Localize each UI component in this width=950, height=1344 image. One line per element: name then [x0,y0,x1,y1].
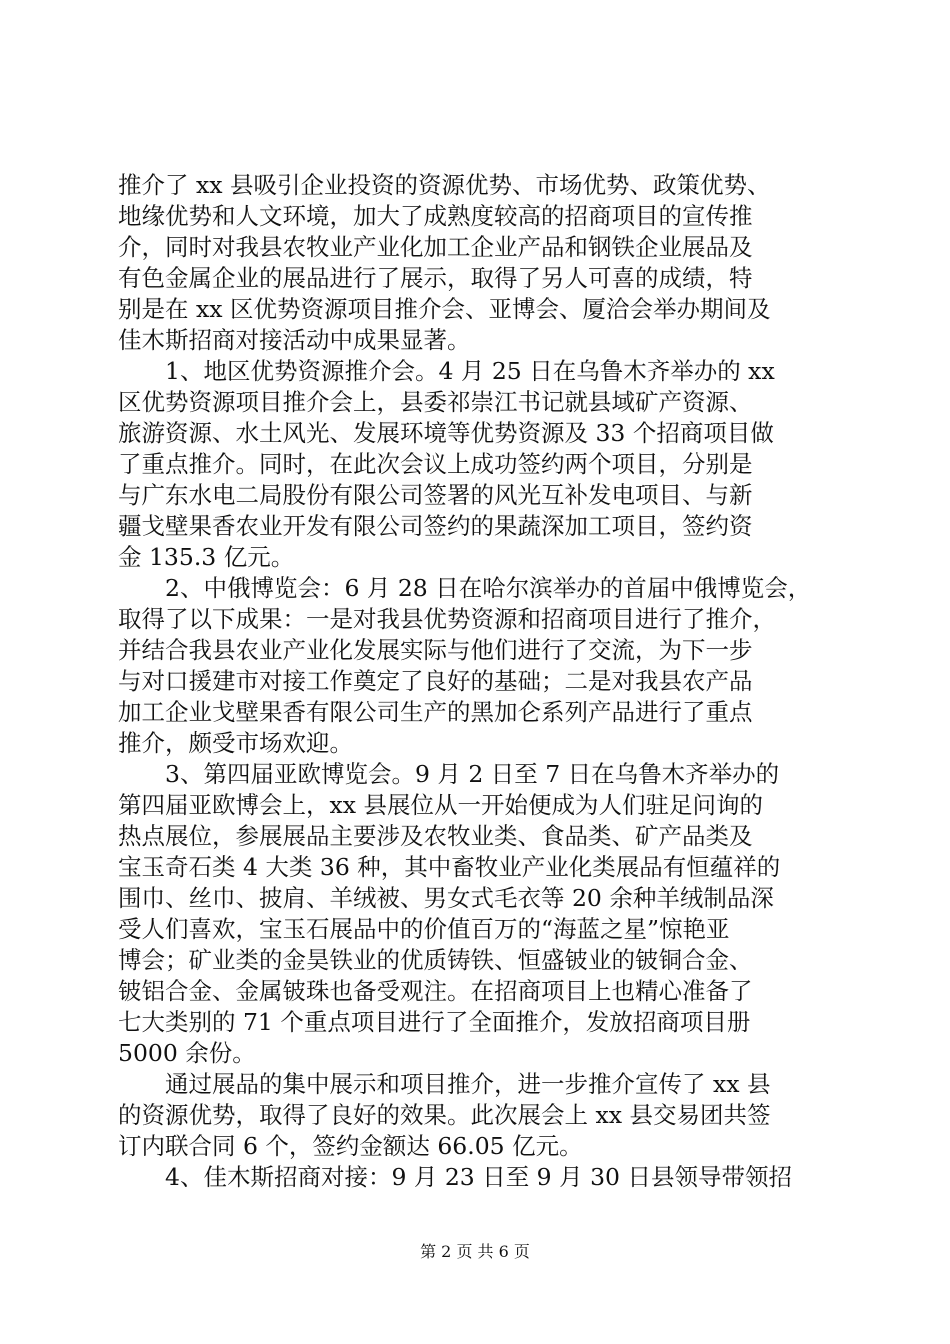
text-line: 与对口援建市对接工作奠定了良好的基础；二是对我县农产品 [118,667,753,695]
text-line: 4、佳木斯招商对接：9 月 23 日至 9 月 30 日县领导带领招 [165,1163,792,1191]
text-line: 佳木斯招商对接活动中成果显著。 [118,326,471,354]
text-line: 的资源优势，取得了良好的效果。此次展会上 xx 县交易团共签 [118,1101,771,1129]
text-line: 铍铝合金、金属铍珠也备受观注。在招商项目上也精心准备了 [118,977,753,1005]
text-line: 介，同时对我县农牧业产业化加工企业产品和钢铁企业展品及 [118,233,753,261]
text-line: 疆戈壁果香农业开发有限公司签约的果蔬深加工项目，签约资 [118,512,753,540]
text-line: 与广东水电二局股份有限公司签署的风光互补发电项目、与新 [118,481,753,509]
text-line: 旅游资源、水土风光、发展环境等优势资源及 33 个招商项目做 [118,419,774,447]
page-number: 第 2 页 共 6 页 [420,1242,530,1261]
text-line: 有色金属企业的展品进行了展示，取得了另人可喜的成绩，特 [118,264,753,292]
text-line: 别是在 xx 区优势资源项目推介会、亚博会、厦洽会举办期间及 [118,295,771,323]
text-line: 七大类别的 71 个重点项目进行了全面推介，发放招商项目册 [118,1008,751,1036]
text-line: 并结合我县农业产业化发展实际与他们进行了交流，为下一步 [118,636,753,664]
text-line: 1、地区优势资源推介会。4 月 25 日在乌鲁木齐举办的 xx [165,357,775,385]
text-line: 受人们喜欢，宝玉石展品中的价值百万的“海蓝之星”惊艳亚 [118,915,730,943]
text-line: 5000 余份。 [118,1039,256,1067]
text-line: 3、第四届亚欧博览会。9 月 2 日至 7 日在乌鲁木齐举办的 [165,760,780,788]
text-line: 取得了以下成果：一是对我县优势资源和招商项目进行了推介， [118,605,776,633]
text-line: 第四届亚欧博会上，xx 县展位从一开始便成为人们驻足问询的 [118,791,763,819]
text-line: 博会；矿业类的金昊铁业的优质铸铁、恒盛铍业的铍铜合金、 [118,946,753,974]
text-line: 围巾、丝巾、披肩、羊绒被、男女式毛衣等 20 余种羊绒制品深 [118,884,774,912]
text-line: 通过展品的集中展示和项目推介，进一步推介宣传了 xx 县 [165,1070,771,1098]
text-line: 推介了 xx 县吸引企业投资的资源优势、市场优势、政策优势、 [118,171,771,199]
text-line: 加工企业戈壁果香有限公司生产的黑加仑系列产品进行了重点 [118,698,753,726]
text-line: 推介，颇受市场欢迎。 [118,729,353,757]
text-line: 热点展位，参展展品主要涉及农牧业类、食品类、矿产品类及 [118,822,753,850]
text-line: 区优势资源项目推介会上，县委祁崇江书记就县域矿产资源、 [118,388,753,416]
text-line: 宝玉奇石类 4 大类 36 种，其中畜牧业产业化类展品有恒蕴祥的 [118,853,781,881]
text-line: 金 135.3 亿元。 [118,543,295,571]
text-line: 地缘优势和人文环境，加大了成熟度较高的招商项目的宣传推 [118,202,753,230]
text-line: 订内联合同 6 个，签约金额达 66.05 亿元。 [118,1132,583,1160]
text-line: 2、中俄博览会：6 月 28 日在哈尔滨举办的首届中俄博览会， [165,574,812,602]
text-line: 了重点推介。同时，在此次会议上成功签约两个项目，分别是 [118,450,753,478]
